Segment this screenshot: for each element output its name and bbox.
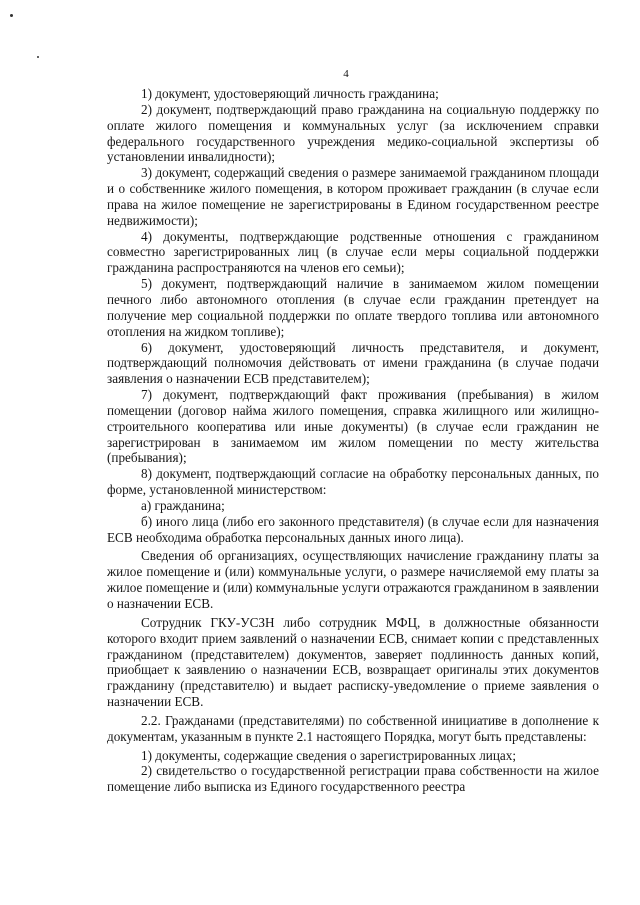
- page-number: 4: [343, 68, 349, 80]
- paragraph-section-2-2: 2.2. Гражданами (представителями) по собственной инициативе в дополнение к документам, указанным в пункте 2.1 настоящего Порядка, могут быть представлены:: [107, 712, 599, 744]
- paragraph-item-2: 2) документ, подтверждающий право гражданина на социальную поддержку по оплате жилого помещения и коммунальных услуг (за исключением справки федерального государственного учреждения медико-социальной экспертизы об установлении инвалидности);: [107, 101, 599, 165]
- paragraph-item-5: 5) документ, подтверждающий наличие в занимаемом жилом помещении печного либо автономного отопления (в случае если гражданин претендует на получение мер социальной поддержки по оплате твердого топлива или автономного отопления на жидком топливе);: [107, 276, 599, 339]
- paragraph-optional-item-1: 1) документы, содержащие сведения о зарегистрированных лицах;: [141, 747, 517, 763]
- paragraph-subitem-a: а) гражданина;: [141, 497, 225, 513]
- paragraph-subitem-b: б) иного лица (либо его законного представителя) (в случае если для назначения ЕСВ необходима обработка персональных данных иного лица).: [107, 513, 599, 545]
- paragraph-optional-item-2: 2) свидетельство о государственной регистрации права собственности на жилое помещение либо выписка из Единого государственного реестра: [107, 763, 599, 795]
- paragraph-item-1: 1) документ, удостоверяющий личность гражданина;: [141, 86, 439, 101]
- paragraph-item-8: 8) документ, подтверждающий согласие на обработку персональных данных, по форме, установленной министерством:: [107, 466, 599, 498]
- paragraph-item-3: 3) документ, содержащий сведения о размере занимаемой гражданином площади и о собственнике жилого помещения, в котором проживает гражданин (в случае если права на жилое помещение не зарегистрированы в Едином государственном реестре недвижимости);: [107, 165, 599, 228]
- scan-speck: [37, 56, 39, 58]
- scan-speck: [10, 14, 13, 17]
- paragraph-item-6: 6) документ, удостоверяющий личность представителя, и документ, подтверждающий полномочия действовать от имени гражданина (в случае подачи заявления о назначении ЕСВ представителем);: [107, 339, 599, 387]
- paragraph-employee-duties: Сотрудник ГКУ-УСЗН либо сотрудник МФЦ, в должностные обязанности которого входит прием заявлений о назначении ЕСВ, снимает копии с представленных гражданином (представителем) документов, заверяет подлинность данных копий, приобщает к заявлению о назначении ЕСВ, возвращает оригиналы этих документов гражданину (представителю) и выдает расписку-уведомление о приеме заявления о назначении ЕСВ.: [107, 614, 599, 710]
- paragraph-item-4: 4) документы, подтверждающие родственные отношения с гражданином совместно зарегистрированных лиц (в случае если меры социальной поддержки гражданина распространяются на членов его семьи);: [107, 228, 599, 276]
- document-body: [107, 86, 599, 795]
- paragraph-organizations-info: Сведения об организациях, осуществляющих начисление гражданину платы за жилое помещение и (или) коммунальные услуги, о размере начисляемой ему платы за жилое помещение и (или) коммунальные услуги отражаются гражданином в заявлении о назначении ЕСВ.: [107, 548, 599, 611]
- paragraph-item-7: 7) документ, подтверждающий факт проживания (пребывания) в жилом помещении (договор найма жилого помещения, справка жилищного или жилищно-строительного кооператива или иные документы) (в случае если гражданин не зарегистрирован в занимаемом им жилом помещении по месту жительства (пребывания);: [107, 387, 599, 466]
